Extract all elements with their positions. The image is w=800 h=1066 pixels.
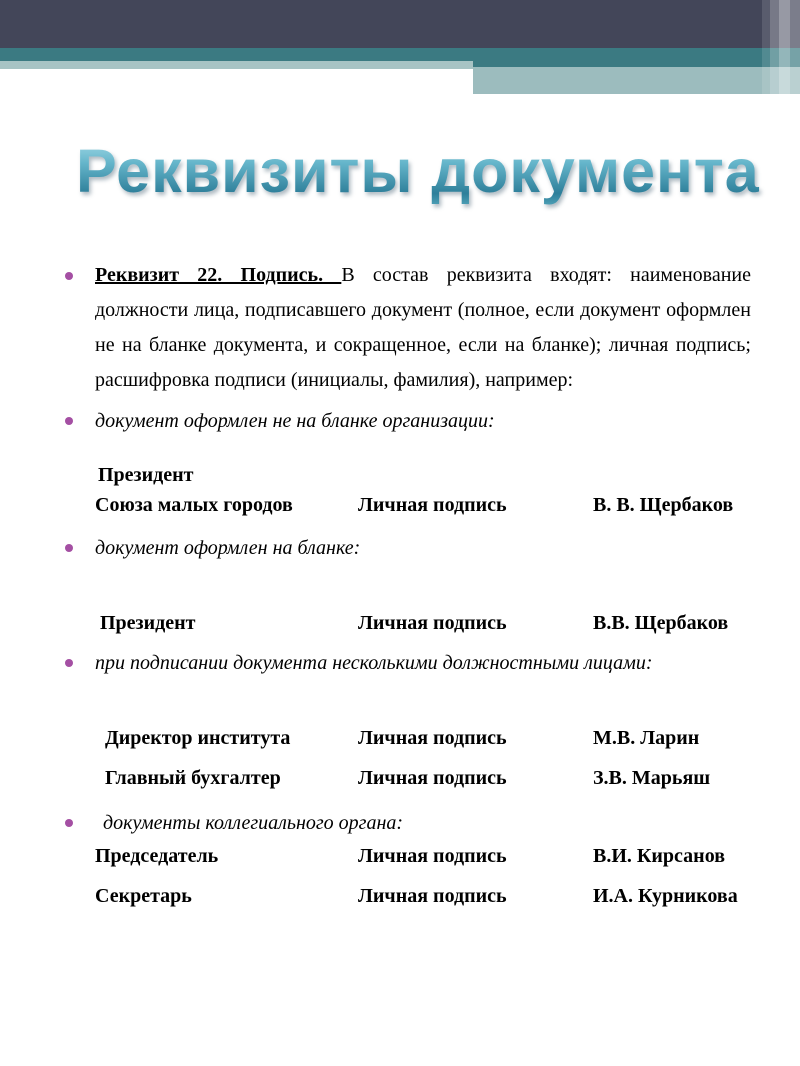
- bullet-body-text: В состав реквизита входят: наименование должности лица, подписавшего документ (полное, если документ оформлен не на бланке документа, и сокращенное, если на бланке); личная подпись; расшифровка подписи (инициалы, фамилия), например:: [95, 264, 751, 391]
- signature-row: [95, 725, 755, 751]
- signature-label: Личная подпись: [358, 845, 507, 867]
- bullet-text: при подписании документа несколькими должностными лицами:: [95, 652, 653, 674]
- bullet-dot-icon: [65, 544, 73, 552]
- signature-position: Союза малых городов: [95, 494, 293, 516]
- bullet-item-requisite-22: [95, 258, 751, 398]
- signature-row: [95, 765, 755, 791]
- header-accent-stripe: [770, 0, 779, 94]
- signature-position: Директор института: [105, 727, 291, 749]
- bullet-text: документ оформлен не на бланке организации:: [95, 410, 495, 432]
- signature-row: [95, 883, 755, 909]
- bullet-dot-icon: [65, 417, 73, 425]
- signature-name: И.А. Курникова: [593, 885, 738, 907]
- signature-position: Председатель: [95, 845, 219, 867]
- bullet-dot-icon: [65, 819, 73, 827]
- signature-row: [95, 843, 755, 869]
- bullet-item-on-letterhead: [95, 535, 360, 561]
- header-light-band-right: [473, 67, 800, 94]
- signature-label: Личная подпись: [358, 767, 507, 789]
- signature-row: [95, 610, 755, 636]
- signature-label: Личная подпись: [358, 494, 507, 516]
- bullet-dot-icon: [65, 659, 73, 667]
- signature-label: Личная подпись: [358, 727, 507, 749]
- signature-label: Личная подпись: [358, 885, 507, 907]
- header-accent-stripe: [762, 0, 770, 94]
- signature-position: Президент: [100, 612, 196, 634]
- bullet-item-not-on-letterhead: [95, 408, 495, 434]
- header-dark-bar: [0, 0, 800, 48]
- signature-name: В.И. Кирсанов: [593, 845, 725, 867]
- header-teal-bar-right: [473, 48, 800, 67]
- signature-position: Секретарь: [95, 885, 192, 907]
- signature-row: [95, 492, 755, 518]
- bullet-item-collegial-body: [95, 810, 403, 836]
- signature-label: Личная подпись: [358, 612, 507, 634]
- bullet-dot-icon: [65, 272, 73, 280]
- signature-position: Главный бухгалтер: [105, 767, 281, 789]
- signature-name: З.В. Марьяш: [593, 767, 711, 789]
- page-title: Реквизиты документа: [76, 137, 760, 205]
- bullet-text: документы коллегиального органа:: [103, 812, 404, 834]
- signature-position-line: Президент: [98, 464, 194, 486]
- bullet-text: документ оформлен на бланке:: [95, 537, 361, 559]
- header-light-band-left: [0, 61, 473, 69]
- bullet-lead-text: Реквизит 22. Подпись.: [95, 264, 342, 286]
- header-accent-stripe: [779, 0, 790, 94]
- signature-name: М.В. Ларин: [593, 727, 700, 749]
- signature-name: В.В. Щербаков: [593, 612, 729, 634]
- header-accent-stripe: [790, 0, 800, 94]
- bullet-item-multiple-officials: [95, 650, 653, 676]
- signature-name: В. В. Щербаков: [593, 494, 734, 516]
